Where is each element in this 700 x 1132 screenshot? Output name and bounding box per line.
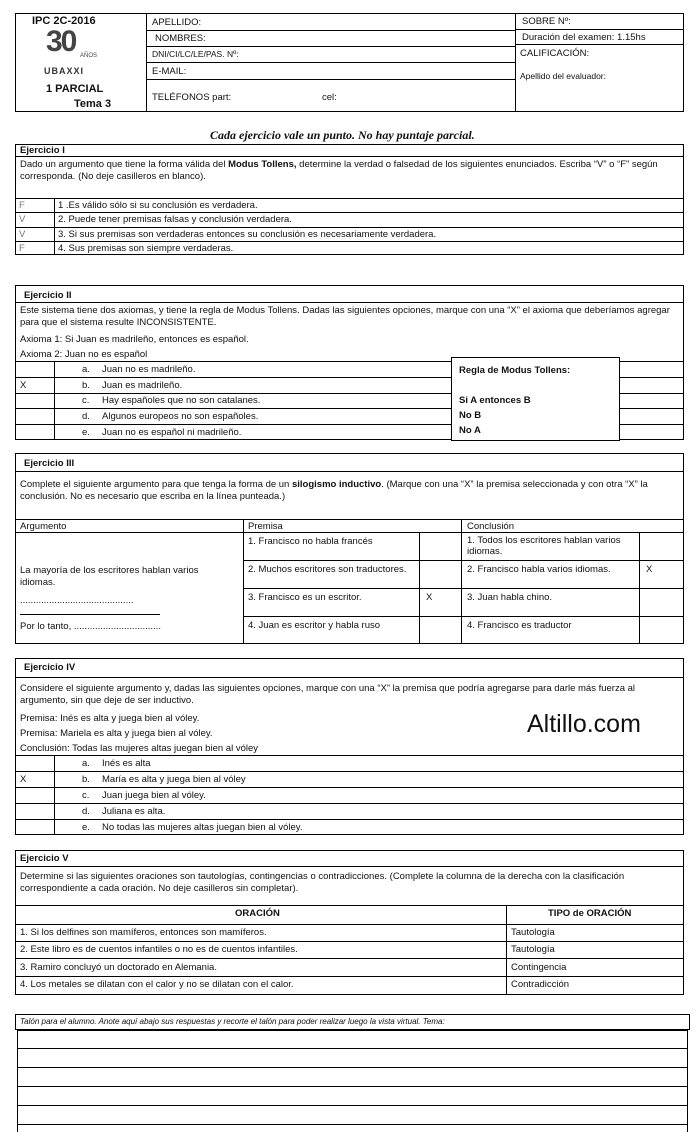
ej1-line — [15, 212, 684, 213]
ej4-line — [15, 787, 684, 788]
ej3-conclusion-line — [20, 614, 160, 615]
ej2-option-a: Juan no es madrileño. — [102, 364, 196, 375]
ej5-col-tipo: TIPO de ORACIÓN — [548, 908, 632, 919]
ej3-line — [243, 616, 684, 617]
ej4-line — [15, 677, 684, 678]
ej3-conclusion-mark-2[interactable]: X — [646, 564, 653, 575]
ej1-answer-1[interactable]: F — [19, 200, 25, 211]
regla-line-2: No B — [459, 410, 482, 421]
regla-line-3: No A — [459, 425, 481, 436]
ej2-letter-e: e. — [82, 427, 90, 438]
ej3-col-divider — [461, 519, 462, 644]
ej5-oracion-4: 4. Los metales se dilatan con el calor y no se dilatan con el calor. — [20, 979, 294, 990]
field-cel[interactable]: cel: — [322, 92, 337, 103]
ej1-text-c: determine la verdad o falsedad de los siguientes enunciados. Escriba “V” o “F” según corresponda. (No deje casilleros en blanco). — [20, 159, 658, 182]
ej3-premisa-1: 1. Francisco no habla francés — [248, 536, 373, 547]
field-dni[interactable]: DNI/CI/LC/LE/PAS. Nº: — [152, 49, 239, 59]
ej3-col-conclusion: Conclusión — [467, 521, 514, 532]
ej3-premisa-2: 2. Muchos escritores son traductores. — [248, 564, 407, 575]
talon-line — [17, 1086, 688, 1087]
field-evaluador[interactable]: Apellido del evaluador: — [520, 71, 607, 81]
ej2-text: Este sistema tiene dos axiomas, y tiene la regla de Modus Tollens. Dadas las siguientes opciones, marque con una “X” el axioma que deberíamos agregar para que el sistema resulte INCONSISTENTE. — [20, 305, 670, 328]
ej3-text-a: Complete el siguiente argumento para que tenga la forma de un — [20, 479, 292, 490]
ej3-line — [243, 588, 684, 589]
header-line — [146, 30, 515, 31]
ej3-text-c: . (Marque con una “X” la premisa seleccionada y con otra “X” la conclusión. No es necesario que escriba en la línea punteada.) — [20, 479, 648, 502]
ej3-text-b: silogismo inductivo — [291, 479, 382, 490]
ej4-premisa-1: Premisa: Inés es alta y juega bien al vóley. — [20, 713, 200, 724]
ej2-option-b: Juan es madrileño. — [102, 380, 183, 391]
ej3-premisa-3: 3. Francisco es un escritor. — [248, 592, 362, 603]
ej4-letter-b: b. — [82, 774, 90, 785]
ej3-line — [15, 532, 684, 533]
header-divider-right — [515, 13, 516, 112]
ej4-letter-e: e. — [82, 822, 90, 833]
ej4-option-a: Inés es alta — [102, 758, 151, 769]
ej5-text: Determine si las siguientes oraciones son tautologías, contingencias o contradicciones. (Complete la columna de la derecha con la clasificación correspondiente a cada oración. No deje casilleros sin completar). — [20, 871, 625, 894]
ej4-letter-a: a. — [82, 758, 90, 769]
ej4-option-d: Juliana es alta. — [102, 806, 166, 817]
ej5-oracion-2: 2. Este libro es de cuentos infantiles o no es de cuentos infantiles. — [20, 944, 298, 955]
ej3-col-divider — [243, 519, 244, 644]
ej1-answer-2[interactable]: V — [19, 214, 26, 225]
ej4-conclusion: Conclusión: Todas las mujeres altas juegan bien al vóley — [20, 743, 258, 754]
ej4-option-c: Juan juega bien al vóley. — [102, 790, 206, 801]
ej4-mark-b[interactable]: X — [20, 774, 27, 785]
exam-title: 1 PARCIAL — [46, 83, 104, 95]
ej3-line — [15, 519, 684, 520]
ej2-col-divider — [54, 361, 55, 440]
ej1-answer-3[interactable]: V — [19, 229, 26, 240]
field-nombres[interactable]: NOMBRES: — [155, 33, 206, 44]
ej5-col-divider — [506, 905, 507, 995]
ej5-tipo-2[interactable]: Tautología — [511, 944, 555, 955]
logo-number: 30 — [46, 25, 76, 58]
ej1-line — [15, 227, 684, 228]
ej5-line — [15, 924, 684, 925]
ej5-title: Ejercicio V — [20, 853, 69, 864]
ej5-line — [15, 866, 684, 867]
ej3-premisa-4: 4. Juan es escritor y habla ruso — [248, 620, 381, 631]
ej1-answer-4[interactable]: F — [19, 243, 25, 254]
field-email[interactable]: E-MAIL: — [152, 66, 187, 77]
ej3-col-argumento: Argumento — [20, 521, 67, 532]
ej5-tipo-1[interactable]: Tautología — [511, 927, 555, 938]
ej2-option-d: Algunos europeos no son españoles. — [102, 411, 259, 422]
ej4-premisa-2: Premisa: Mariela es alta y juega bien al vóley. — [20, 728, 213, 739]
logo-org: UBAXXI — [44, 66, 85, 76]
header-line — [515, 29, 684, 30]
ej5-line — [15, 958, 684, 959]
ej4-line — [15, 819, 684, 820]
ej4-title: Ejercicio IV — [24, 662, 76, 673]
ej2-axioma1: Axioma 1: Si Juan es madrileño, entonces es español. — [20, 334, 249, 345]
ej3-line — [15, 471, 684, 472]
ej5-col-oracion: ORACIÓN — [235, 908, 280, 919]
ej3-line — [243, 560, 684, 561]
ej3-argumento-dots[interactable]: ........................................... — [20, 595, 134, 606]
ej4-letter-c: c. — [82, 790, 90, 801]
ej4-option-b: María es alta y juega bien al vóley — [102, 774, 246, 785]
ej3-conclusion-3: 3. Juan habla chino. — [467, 592, 553, 603]
ej5-tipo-3[interactable]: Contingencia — [511, 962, 567, 973]
ej3-argumento-1: La mayoría de los escritores hablan varios — [20, 565, 199, 576]
instructions: Cada ejercicio vale un punto. No hay puntaje parcial. — [210, 128, 475, 142]
field-calificacion[interactable]: CALIFICACIÓN: — [520, 48, 590, 59]
ej5-line — [15, 941, 684, 942]
header-line — [146, 46, 515, 47]
talon-text: Talón para el alumno. Anote aquí abajo sus respuestas y recorte el talón para poder realizar luego la vista virtual. Tema: — [20, 1017, 445, 1026]
exam-tema: Tema 3 — [74, 98, 112, 110]
ej4-line — [15, 755, 684, 756]
header-line — [146, 62, 515, 63]
ej3-argumento-2: idiomas. — [20, 577, 56, 588]
ej2-axioma2: Axioma 2: Juan no es español — [20, 349, 148, 360]
header-line — [146, 79, 515, 80]
ej2-letter-a: a. — [82, 364, 90, 375]
ej1-statement-3: 3. Si sus premisas son verdaderas entonces su conclusión es necesariamente verdadera. — [58, 229, 437, 240]
talon-line — [17, 1048, 688, 1049]
ej1-text-a: Dado un argumento que tiene la forma válida del — [20, 159, 229, 170]
ej2-line — [15, 302, 684, 303]
ej2-option-e: Juan no es español ni madrileño. — [102, 427, 242, 438]
field-duracion: Duración del examen: 1.15hs — [522, 32, 646, 43]
ej3-argumento-concl: Por lo tanto, ................................. — [20, 621, 161, 632]
ej1-text-b: Modus Tollens, — [228, 159, 297, 170]
ej2-letter-b: b. — [82, 380, 90, 391]
talon-line — [17, 1067, 688, 1068]
ej5-oracion-3: 3. Ramiro concluyó un doctorado en Alemania. — [20, 962, 217, 973]
ej4-text: Considere el siguiente argumento y, dadas las siguientes opciones, marque con una “X” la premisa que podría agregarse para darle más fuerza al argumento, sin que deje de ser inductivo. — [20, 683, 636, 706]
ej2-letter-c: c. — [82, 395, 90, 406]
ej1-statement-2: 2. Puede tener premisas falsas y conclusión verdadera. — [58, 214, 292, 225]
talon-lines-box[interactable] — [17, 1030, 688, 1132]
ej3-text — [20, 479, 680, 503]
ej3-premisa-mark-3[interactable]: X — [426, 592, 433, 603]
ej1-statement-4: 4. Sus premisas son siempre verdaderas. — [58, 243, 234, 254]
ej4-letter-d: d. — [82, 806, 90, 817]
ej5-line — [15, 905, 684, 906]
ej2-option-c: Hay españoles que no son catalanes. — [102, 395, 261, 406]
ej4-col-divider — [54, 755, 55, 835]
ej3-conclusion-2: 2. Francisco habla varios idiomas. — [467, 564, 611, 575]
ej2-mark-b[interactable]: X — [20, 380, 27, 391]
ej1-line — [15, 241, 684, 242]
regla-title: Regla de Modus Tollens: — [459, 365, 571, 376]
talon-line — [17, 1124, 688, 1125]
ej3-title: Ejercicio III — [24, 458, 75, 469]
ej3-col-premisa: Premisa — [248, 521, 283, 532]
ej2-letter-d: d. — [82, 411, 90, 422]
course-code: IPC 2C-2016 — [32, 15, 96, 27]
ej4-option-e: No todas las mujeres altas juegan bien al vóley. — [102, 822, 303, 833]
ej1-line — [15, 156, 684, 157]
ej4-line — [15, 771, 684, 772]
regla-line-1: Si A entonces B — [459, 395, 531, 406]
talon-line — [17, 1105, 688, 1106]
header-line — [515, 44, 684, 45]
ej1-line — [15, 198, 684, 199]
logo-sub: AÑOS — [80, 53, 98, 59]
ej1-statement-1: 1 .Es válido sólo si su conclusión es verdadera. — [58, 200, 258, 211]
ej5-tipo-4[interactable]: Contradicción — [511, 979, 570, 990]
field-sobre[interactable]: SOBRE Nº: — [522, 16, 571, 27]
ej5-line — [15, 976, 684, 977]
ej2-title: Ejercicio II — [24, 290, 72, 301]
ej1-title: Ejercicio I — [20, 145, 65, 156]
ej3-conclusion-4: 4. Francisco es traductor — [467, 620, 572, 631]
ej5-oracion-1: 1. Si los delfines son mamíferos, entonces son mamíferos. — [20, 927, 267, 938]
ej3-conclusion-1: 1. Todos los escritores hablan varios idiomas. — [467, 535, 621, 557]
field-apellido[interactable]: APELLIDO: — [152, 17, 202, 28]
ej4-line — [15, 803, 684, 804]
ej1-text — [20, 159, 680, 183]
site-watermark: Altillo.com — [527, 710, 641, 738]
field-telefonos[interactable]: TELÉFONOS part: — [152, 92, 232, 103]
